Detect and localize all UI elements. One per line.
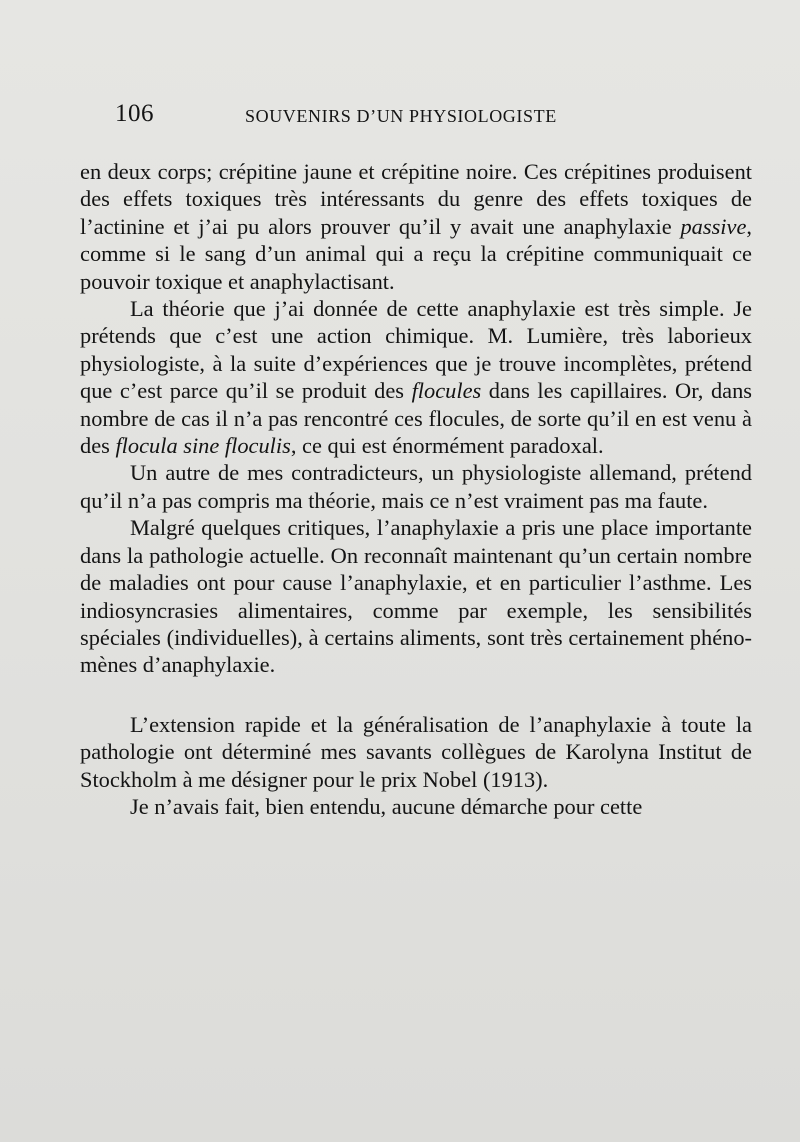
paragraph-1-text-b: , comme si le sang d’un animal qui a reçu la crépitine communiquait ce pouvoir toxique et anaphylactisant. <box>80 213 752 294</box>
page-header <box>115 100 755 134</box>
paragraph-2-italic-flocules: flocules <box>411 378 482 404</box>
paragraph-5: L’extension rapide et la généralisation de l’anaphylaxie à toute la pathologie ont déterminé mes savants collègues de Karolyna Institut de Stockholm à me désigner pour le prix Nobel (1913). <box>80 711 752 792</box>
paragraph-1-text-a: en deux corps; crépitine jaune et crépitine noire. Ces crépitines produisent des effets toxiques très intéressants du genre des effets toxiques de l’actinine et j’ai pu alors prouver qu’il y avait une anaphylaxie <box>80 159 752 239</box>
paragraph-6: Je n’avais fait, bien entendu, aucune démarche pour cette <box>130 793 643 819</box>
paragraph-3: Un autre de mes contradicteurs, un physiologiste allemand, prétend qu’il n’a pas compris ma théorie, mais ce n’est vraiment pas ma faute. <box>80 460 752 513</box>
paragraph-2-text-c: , ce qui est énormément paradoxal. <box>290 433 604 459</box>
page-number: 106 <box>115 100 154 127</box>
paragraph-2-italic-flocula: flocula sine floculis <box>115 433 291 459</box>
paragraph-2-text-b: dans les capillaires. Or, dans nombre de cas il n’a pas rencontré ces flocules, de sorte qu’il en est venu à des <box>80 378 753 459</box>
paragraph-2 <box>80 295 752 459</box>
paragraph-1-italic-passive: passive <box>680 213 747 239</box>
running-title: SOUVENIRS D’UN PHYSIOLOGISTE <box>245 106 557 126</box>
body-text <box>80 158 752 820</box>
paragraph-4: Malgré quelques critiques, l’anaphylaxie a pris une place importante dans la pathologie actuelle. On reconnaît maintenant qu’un certain nombre de maladies ont pour cause l’anaphylaxie, et en particulier l’asthme. Les indiosyncrasies alimentaires, comme par exemple, les sensibilités spéciales (individuelles), à certains aliments, sont très certainement phénomènes d’anaphylaxie. <box>80 515 752 678</box>
paragraph-1 <box>80 158 752 295</box>
paragraph-2-text-a: La théorie que j’ai donnée de cette anaphylaxie est très simple. Je prétends que c’est une action chimique. M. Lumière, très laborieux physiologiste, à la suite d’expériences que je trouve incomplètes, prétend que c’est parce qu’il se produit des <box>80 296 752 404</box>
